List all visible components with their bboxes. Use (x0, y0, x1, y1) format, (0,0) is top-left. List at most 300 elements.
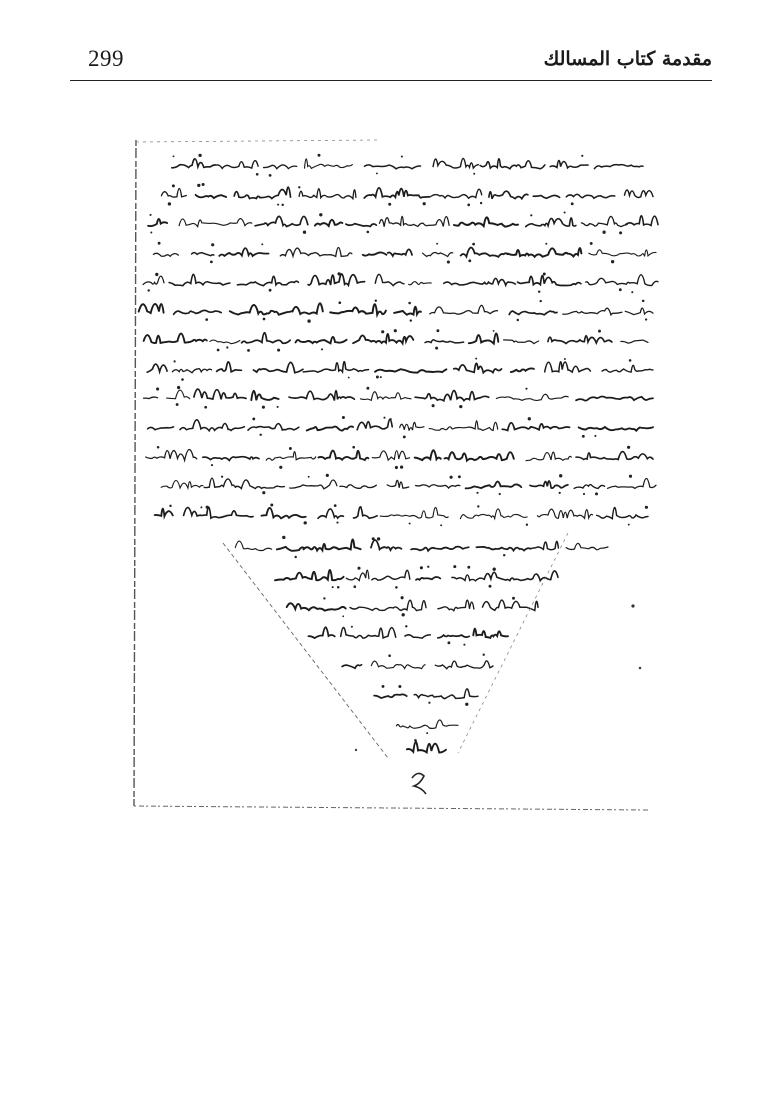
handwriting-stroke (203, 457, 259, 461)
diacritic-dot (357, 567, 360, 570)
handwriting-stroke (400, 422, 424, 430)
diacritic-dot (465, 703, 468, 706)
diacritic-dot (158, 242, 161, 245)
diacritic-dot (447, 260, 450, 263)
diacritic-dot (262, 491, 265, 494)
diacritic-dot (262, 406, 265, 409)
handwriting-stroke (307, 426, 353, 430)
handwriting-stroke (380, 216, 450, 226)
handwriting-stroke (264, 165, 297, 169)
diacritic-dot (318, 154, 321, 157)
diacritic-dot (559, 474, 562, 477)
diacritic-dot (205, 318, 208, 321)
handwriting-stroke (480, 159, 545, 169)
handwriting-stroke (354, 507, 378, 518)
handwriting-stroke (545, 362, 591, 372)
handwriting-stroke (318, 509, 344, 518)
handwriting-stroke (372, 570, 410, 580)
diacritic-dot (181, 378, 184, 381)
manuscript-lines (139, 154, 658, 753)
handwriting-stroke (308, 274, 365, 285)
diacritic-dot (156, 387, 159, 390)
handwriting-stroke (364, 188, 430, 198)
diacritic-dot (383, 417, 385, 419)
manuscript-line (235, 536, 608, 559)
diacritic-dot (489, 585, 492, 588)
handwriting-stroke (504, 340, 539, 344)
handwriting-stroke (148, 219, 167, 226)
diacritic-dot (308, 476, 310, 478)
handwriting-stroke (192, 253, 214, 256)
handwriting-stroke (161, 189, 186, 197)
handwriting-stroke (262, 508, 306, 518)
diacritic-dot (408, 302, 411, 305)
diacritic-dot (303, 231, 306, 234)
diacritic-dot (172, 184, 175, 187)
manuscript-line (147, 358, 653, 381)
diacritic-dot (155, 273, 158, 276)
diacritic-dot (279, 466, 282, 469)
handwriting-stroke (144, 397, 158, 399)
handwriting-stroke (179, 219, 252, 227)
diacritic-dot (628, 524, 630, 526)
handwriting-stroke (388, 249, 412, 256)
handwriting-stroke (237, 276, 298, 285)
diacritic-dot (583, 493, 585, 495)
diacritic-dot (598, 330, 601, 333)
diacritic-dot (440, 524, 442, 526)
diacritic-dot (326, 474, 329, 477)
handwriting-stroke (341, 628, 396, 639)
handwriting-stroke (374, 694, 407, 698)
handwriting-stroke (143, 276, 164, 284)
handwriting-stroke (293, 303, 323, 314)
handwriting-stroke (254, 362, 303, 372)
handwriting-stroke (275, 570, 344, 580)
diacritic-dot (307, 319, 310, 322)
handwriting-stroke (473, 629, 508, 638)
diacritic-dot (423, 202, 426, 205)
diacritic-dot (247, 349, 250, 352)
handwriting-stroke (251, 391, 278, 401)
diacritic-dot (321, 348, 323, 350)
handwriting-stroke (394, 307, 421, 315)
handwriting-stroke (234, 187, 290, 198)
diacritic-dot (463, 644, 465, 646)
handwriting-stroke (174, 310, 222, 314)
manuscript-line (407, 739, 446, 752)
diacritic-dot (289, 447, 292, 450)
handwriting-stroke (248, 424, 299, 431)
diacritic-dot (375, 299, 377, 301)
manuscript-scan (128, 138, 668, 828)
handwriting-stroke (287, 603, 346, 610)
diacritic-dot (410, 319, 412, 321)
handwriting-stroke (461, 248, 508, 257)
diacritic-dot (200, 506, 202, 508)
handwriting-stroke (289, 391, 354, 401)
handwriting-stroke (454, 217, 518, 226)
handwriting-stroke (586, 275, 658, 286)
handwriting-stroke (550, 160, 588, 167)
diacritic-dot (564, 211, 566, 213)
diacritic-dot (252, 417, 255, 420)
handwriting-stroke (315, 220, 343, 226)
diacritic-dot (168, 202, 171, 205)
handwriting-stroke (476, 547, 530, 551)
handwriting-stroke (626, 216, 658, 226)
handwriting-stroke (230, 305, 292, 315)
manuscript-image (128, 138, 668, 828)
handwriting-stroke (346, 570, 369, 581)
diacritic-dot (298, 186, 300, 188)
handwriting-stroke (411, 547, 469, 551)
handwriting-stroke (625, 190, 654, 197)
handwriting-stroke (594, 165, 643, 169)
diacritic-dot (206, 506, 209, 509)
handwriting-stroke (576, 397, 653, 401)
handwriting-stroke (414, 689, 478, 699)
diacritic-dot (503, 554, 505, 556)
handwriting-stroke (144, 334, 207, 343)
handwriting-stroke (169, 274, 230, 285)
stray-mark (639, 667, 642, 670)
handwriting-stroke (530, 481, 568, 488)
handwriting-stroke (380, 508, 448, 519)
diacritic-dot (400, 465, 403, 468)
handwriting-stroke (204, 478, 235, 487)
diacritic-dot (517, 319, 519, 321)
diacritic-dot (526, 524, 528, 526)
handwriting-stroke (375, 369, 446, 372)
diacritic-dot (642, 300, 645, 303)
diacritic-dot (352, 446, 355, 449)
handwriting-stroke (563, 308, 622, 315)
handwriting-stroke (210, 340, 240, 344)
manuscript-line (148, 416, 653, 438)
diacritic-dot (211, 243, 214, 246)
diacritic-dot (645, 318, 647, 320)
diacritic-dot (210, 261, 213, 264)
diacritic-dot (432, 404, 435, 407)
manuscript-line (396, 720, 458, 734)
handwriting-stroke (330, 304, 386, 314)
diacritic-dot (202, 183, 205, 186)
colophon-margin-left (223, 543, 388, 758)
diacritic-dot (571, 202, 574, 205)
handwriting-stroke (452, 575, 485, 581)
diacritic-dot (499, 493, 501, 495)
diacritic-dot (420, 566, 423, 569)
manuscript-frame-top (136, 140, 378, 142)
handwriting-stroke (548, 336, 612, 344)
diacritic-dot (353, 585, 356, 588)
manuscript-line (374, 685, 478, 706)
diacritic-dot (512, 597, 515, 600)
diacritic-dot (395, 586, 398, 589)
handwriting-stroke (509, 311, 557, 315)
diacritic-dot (269, 174, 272, 177)
diacritic-dot (458, 475, 461, 478)
diacritic-dot (436, 329, 439, 332)
handwriting-stroke (445, 452, 514, 460)
manuscript-line (308, 625, 508, 646)
handwriting-stroke (280, 248, 352, 257)
diacritic-dot (294, 556, 296, 558)
handwriting-stroke (526, 452, 571, 461)
handwriting-stroke (242, 333, 291, 344)
manuscript-line (161, 474, 656, 496)
diacritic-dot (473, 173, 475, 175)
diacritic-dot (405, 625, 407, 627)
handwriting-stroke (526, 218, 576, 227)
handwriting-stroke (361, 392, 412, 401)
handwriting-stroke (148, 427, 174, 430)
diacritic-dot (627, 446, 630, 449)
handwriting-stroke (318, 451, 368, 460)
manuscript-frame-left (134, 140, 136, 806)
handwriting-stroke (146, 449, 197, 460)
manuscript-frame-bottom (134, 806, 648, 810)
handwriting-stroke (425, 340, 464, 343)
diacritic-dot (545, 243, 547, 245)
handwriting-stroke (296, 337, 347, 343)
diacritic-dot (380, 376, 382, 378)
diacritic-dot (645, 506, 648, 509)
handwriting-stroke (194, 389, 246, 399)
handwriting-stroke (502, 423, 569, 431)
colophon-margin-right (458, 533, 568, 753)
handwriting-stroke (353, 334, 413, 343)
diacritic-dot (435, 347, 438, 350)
diacritic-dot (226, 346, 228, 348)
manuscript-line (172, 154, 643, 177)
handwriting-stroke (429, 421, 497, 431)
diacritic-dot (402, 613, 405, 616)
handwriting-stroke (625, 308, 653, 315)
handwriting-stroke (350, 600, 426, 610)
handwriting-stroke (147, 364, 167, 372)
handwriting-stroke (574, 485, 605, 489)
handwriting-stroke (299, 189, 356, 199)
manuscript-line (155, 504, 648, 527)
diacritic-dot (629, 359, 632, 362)
diacritic-dot (467, 566, 470, 569)
diacritic-dot (395, 466, 398, 469)
diacritic-dot (197, 184, 200, 187)
handwriting-stroke (430, 305, 498, 314)
handwriting-stroke (469, 334, 499, 344)
handwriting-stroke (277, 547, 304, 551)
diacritic-dot (269, 289, 272, 292)
diacritic-dot (631, 291, 633, 293)
diacritic-dot (436, 243, 438, 245)
diacritic-dot (174, 360, 176, 362)
handwriting-stroke (372, 451, 409, 460)
diacritic-dot (336, 522, 338, 524)
diacritic-dot (157, 446, 160, 449)
handwriting-stroke (433, 159, 478, 168)
handwriting-stroke (416, 577, 440, 580)
diacritic-dot (221, 476, 223, 478)
diacritic-dot (538, 290, 540, 292)
handwriting-stroke (538, 509, 593, 518)
handwriting-stroke (579, 427, 653, 431)
diacritic-dot (261, 243, 263, 245)
handwriting-stroke (566, 194, 615, 198)
diacritic-dot (323, 597, 325, 599)
diacritic-dot (401, 155, 403, 157)
diacritic-dot (543, 273, 546, 276)
handwriting-stroke (172, 369, 211, 373)
handwriting-stroke (581, 216, 627, 226)
diacritic-dot (480, 202, 482, 204)
manuscript-line (146, 446, 653, 469)
diacritic-dot (351, 626, 353, 628)
diacritic-dot (342, 416, 345, 419)
diacritic-dot (483, 654, 485, 656)
diacritic-dot (595, 492, 598, 495)
handwriting-stroke (161, 480, 203, 488)
diacritic-dot (342, 615, 344, 617)
handwriting-stroke (235, 541, 271, 550)
manuscript-line (139, 299, 653, 322)
diacritic-dot (401, 596, 404, 599)
handwriting-stroke (597, 508, 648, 519)
diacritic-dot (493, 330, 495, 332)
handwriting-stroke (303, 362, 368, 373)
handwriting-stroke (454, 363, 502, 372)
handwriting-stroke (357, 419, 392, 430)
handwriting-stroke (304, 539, 361, 550)
diacritic-dot (564, 358, 566, 360)
diacritic-dot (360, 506, 362, 508)
diacritic-dot (259, 434, 261, 436)
running-header (70, 44, 712, 80)
diacritic-dot (147, 289, 149, 291)
diacritic-dot (468, 259, 471, 262)
diacritic-dot (277, 406, 279, 408)
handwriting-stroke (371, 661, 425, 668)
diacritic-dot (263, 318, 266, 321)
diacritic-dot (304, 521, 307, 524)
handwriting-stroke (342, 665, 362, 669)
manuscript-line (161, 183, 653, 206)
handwriting-stroke (405, 635, 430, 638)
handwriting-stroke (153, 253, 178, 256)
handwriting-stroke (460, 509, 527, 519)
manuscript-line (153, 242, 656, 264)
handwriting-stroke (396, 720, 458, 728)
diacritic-dot (447, 641, 450, 644)
handwriting-stroke (375, 274, 404, 285)
diacritic-dot (525, 388, 527, 390)
manuscript-line (144, 386, 653, 409)
stray-mark (631, 604, 634, 607)
diacritic-dot (602, 231, 605, 234)
diacritic-dot (332, 586, 334, 588)
handwriting-stroke (423, 252, 453, 256)
handwriting-stroke (444, 278, 516, 285)
handwriting-stroke (566, 543, 608, 549)
diacritic-dot (590, 242, 593, 245)
diacritic-dot (217, 349, 220, 352)
handwriting-stroke (155, 509, 173, 517)
diacritic-dot (177, 386, 180, 389)
handwriting-stroke (184, 507, 253, 518)
handwriting-stroke (235, 480, 284, 489)
handwriting-stroke (219, 248, 268, 256)
manuscript-line (143, 272, 658, 293)
handwriting-stroke (508, 248, 582, 257)
handwriting-stroke (365, 165, 421, 169)
handwriting-stroke (533, 195, 559, 198)
diacritic-dot (629, 475, 632, 478)
diacritic-dot (453, 565, 456, 568)
handwriting-stroke (363, 252, 387, 255)
handwriting-stroke (387, 480, 409, 488)
diacritic-dot (426, 732, 428, 734)
diacritic-dot (409, 523, 411, 525)
handwriting-stroke (346, 224, 376, 227)
diacritic-dot (390, 418, 392, 420)
handwriting-stroke (371, 540, 401, 550)
diacritic-dot (319, 213, 322, 216)
diacritic-dot (467, 204, 470, 207)
manuscript-line (342, 654, 493, 669)
diacritic-dot (581, 155, 583, 157)
handwriting-stroke (496, 394, 568, 400)
diacritic-dot (270, 504, 273, 507)
diacritic-dot (377, 537, 380, 540)
handwriting-stroke (489, 191, 528, 199)
handwriting-stroke (435, 661, 493, 669)
diacritic-dot (169, 505, 171, 507)
diacritic-dot (582, 435, 585, 438)
diacritic-dot (472, 243, 475, 246)
handwriting-stroke (167, 390, 190, 399)
diacritic-dot (398, 685, 401, 688)
handwriting-stroke (415, 450, 441, 460)
diacritic-dot (204, 406, 207, 409)
handwriting-stroke (608, 478, 656, 488)
handwriting-stroke (438, 635, 469, 638)
book-title: مقدمة كتاب المسالك (543, 48, 712, 70)
manuscript-line (287, 596, 538, 617)
diacritic-dot (211, 464, 213, 466)
diacritic-dot (388, 654, 391, 657)
diacritic-dot (388, 203, 391, 206)
handwriting-stroke (621, 340, 648, 343)
diacritic-dot (476, 492, 478, 494)
diacritic-dot (619, 231, 622, 234)
diacritic-dot (366, 387, 369, 390)
diacritic-dot (366, 231, 369, 234)
manuscript-line (148, 211, 658, 234)
handwriting-stroke (511, 368, 534, 372)
diacritic-dot (337, 272, 340, 275)
handwriting-stroke (172, 159, 216, 168)
diacritic-dot (256, 173, 259, 176)
handwriting-stroke (139, 304, 164, 313)
diacritic-dot (427, 566, 429, 568)
diacritic-dot (150, 232, 152, 234)
handwriting-stroke (196, 195, 227, 198)
handwriting-stroke (416, 485, 460, 488)
diacritic-dot (173, 155, 175, 157)
diacritic-dot (528, 417, 531, 420)
handwriting-stroke (217, 362, 242, 372)
